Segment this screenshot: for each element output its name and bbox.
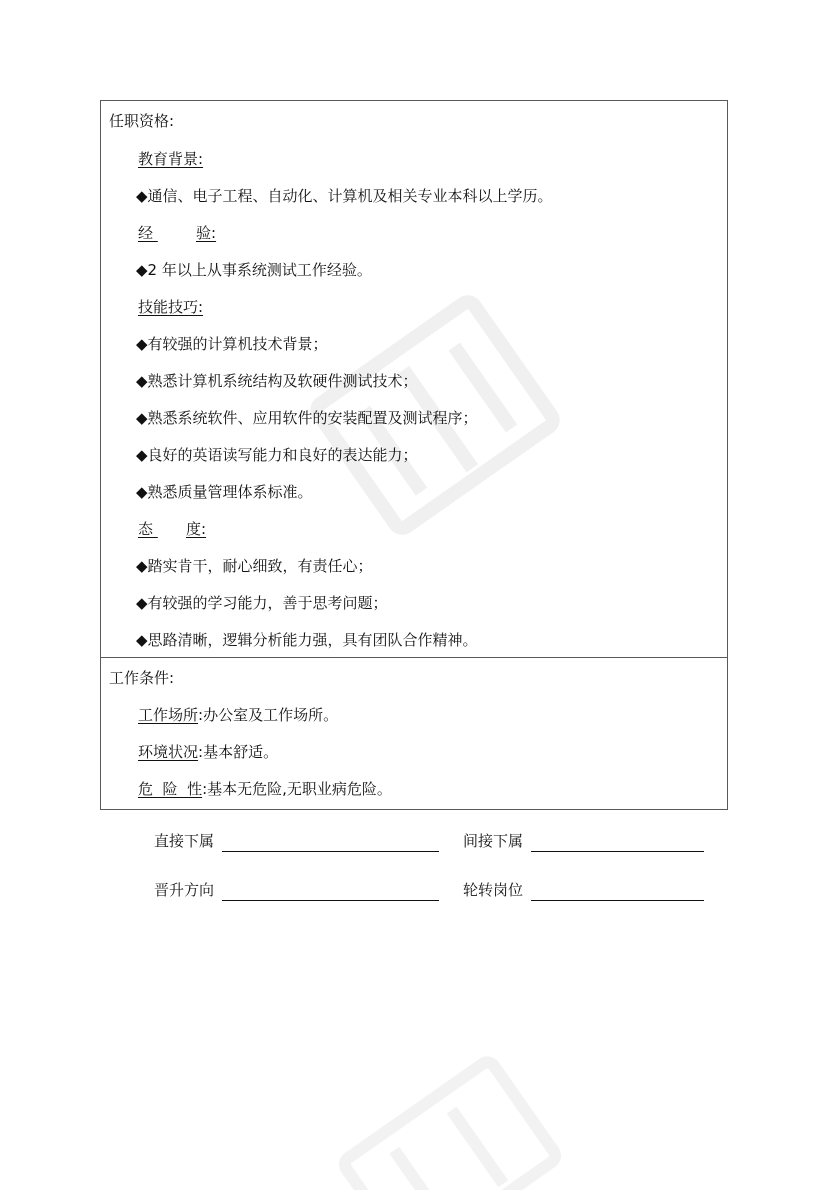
conditions-heading: 工作条件: bbox=[109, 669, 175, 687]
direct-reports-field[interactable] bbox=[222, 851, 439, 852]
experience-label-part1: 经 bbox=[138, 224, 154, 242]
attitude-item: ◆有较强的学习能力，善于思考问题； bbox=[136, 594, 388, 612]
condition-row-hazard bbox=[138, 779, 392, 799]
condition-row-workplace bbox=[138, 705, 338, 725]
promotion-direction-label: 晋升方向 bbox=[154, 881, 215, 899]
indirect-reports-label: 间接下属 bbox=[463, 832, 524, 850]
condition-label: 危 险 性 bbox=[138, 780, 203, 798]
attitude-label-gap bbox=[153, 519, 186, 539]
rotation-positions-label: 轮转岗位 bbox=[463, 881, 524, 899]
education-label: 教育背景: bbox=[138, 150, 204, 168]
attitude-label-part1: 态 bbox=[138, 520, 154, 538]
condition-value: :办公室及工作场所。 bbox=[198, 706, 339, 724]
conditions-section bbox=[101, 657, 727, 809]
attitude-label-part2: 度: bbox=[186, 520, 207, 538]
attitude-item: ◆思路清晰，逻辑分析能力强，具有团队合作精神。 bbox=[136, 631, 478, 649]
watermark-logo-bottom bbox=[320, 1040, 580, 1190]
qualifications-section bbox=[101, 101, 727, 657]
experience-label bbox=[138, 223, 216, 243]
direct-reports-label: 直接下属 bbox=[154, 832, 215, 850]
skills-item: ◆有较强的计算机技术背景； bbox=[136, 335, 328, 353]
experience-label-part2: 验: bbox=[196, 224, 217, 242]
attitude-item: ◆踏实肯干，耐心细致，有责任心； bbox=[136, 557, 373, 575]
condition-value: :基本无危险,无职业病危险。 bbox=[202, 780, 392, 798]
rotation-positions-field[interactable] bbox=[531, 900, 704, 901]
education-item: ◆通信、电子工程、自动化、计算机及相关专业本科以上学历。 bbox=[136, 187, 553, 205]
skills-item: ◆良好的英语读写能力和良好的表达能力； bbox=[136, 446, 418, 464]
qualifications-heading: 任职资格: bbox=[109, 112, 175, 130]
condition-row-environment bbox=[138, 742, 278, 762]
indirect-reports-field[interactable] bbox=[531, 851, 704, 852]
experience-item: ◆2 年以上从事系统测试工作经验。 bbox=[136, 261, 372, 279]
skills-item: ◆熟悉系统软件、应用软件的安装配置及测试程序； bbox=[136, 409, 478, 427]
job-spec-table bbox=[100, 100, 728, 810]
condition-value: :基本舒适。 bbox=[198, 743, 279, 761]
condition-label: 环境状况 bbox=[138, 743, 199, 761]
experience-label-gap bbox=[153, 223, 196, 243]
attitude-label bbox=[138, 519, 206, 539]
skills-item: ◆熟悉计算机系统结构及软硬件测试技术； bbox=[136, 372, 418, 390]
condition-label: 工作场所 bbox=[138, 706, 199, 724]
skills-label: 技能技巧: bbox=[138, 298, 204, 316]
skills-item: ◆熟悉质量管理体系标准。 bbox=[136, 483, 313, 501]
promotion-direction-field[interactable] bbox=[222, 900, 439, 901]
